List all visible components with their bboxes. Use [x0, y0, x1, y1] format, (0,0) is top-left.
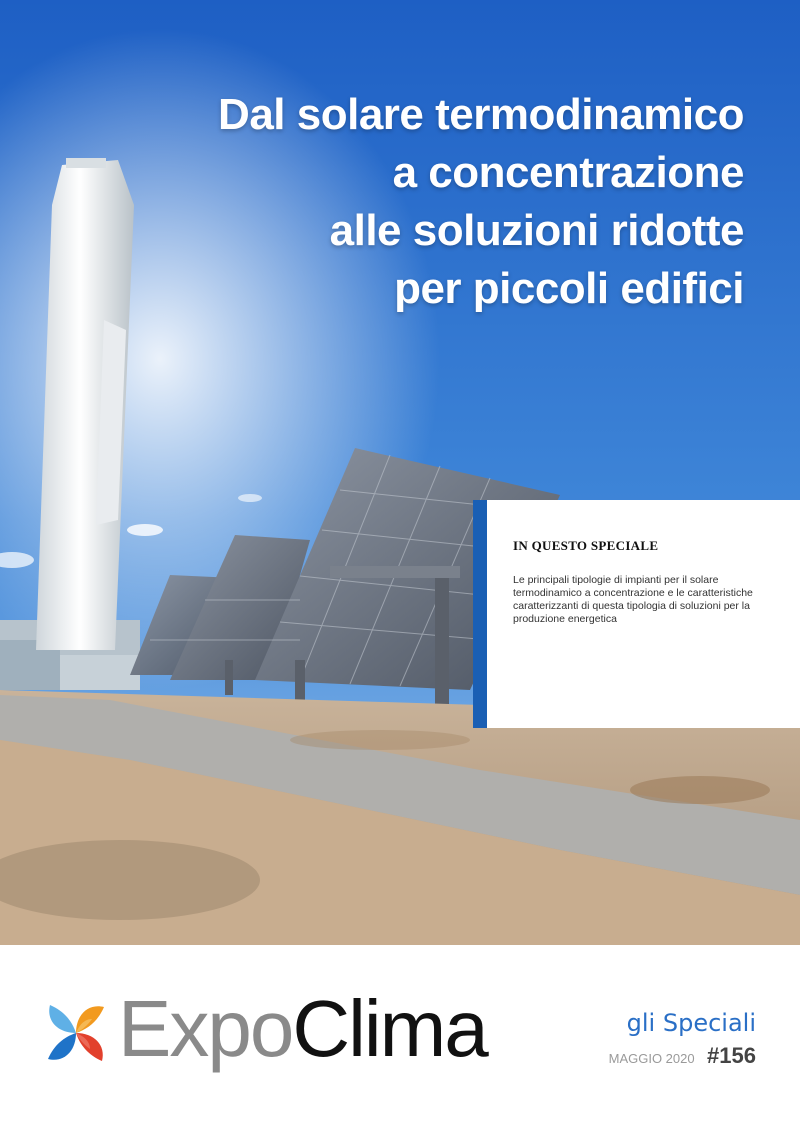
headline-line-4: per piccoli edifici — [394, 264, 744, 313]
accent-bar — [473, 500, 487, 728]
issue-date: MAGGIO 2020 — [608, 1051, 695, 1066]
wordmark-expo: Expo — [118, 984, 293, 1073]
expoclima-wordmark — [118, 979, 487, 1079]
headline-line-3: alle soluzioni ridotte — [329, 206, 744, 255]
series-name: gli Speciali — [626, 1009, 756, 1037]
headline-line-2: a concentrazione — [392, 148, 744, 197]
box-description: Le principali tipologie di impianti per il solare termodinamico a concentrazione e le caratteristiche caratterizzanti di questa tipologia di soluzioni per la produzione energetica — [513, 574, 753, 625]
pinwheel-logo-icon — [40, 997, 112, 1069]
wordmark-clima: Clima — [292, 984, 487, 1073]
issue-info — [609, 1043, 756, 1069]
box-heading: IN QUESTO SPECIALE — [513, 538, 659, 553]
issue-number: #156 — [707, 1043, 756, 1068]
in-this-issue-box — [473, 500, 800, 728]
headline-line-1: Dal solare termodinamico — [218, 90, 744, 139]
cover-footer — [0, 945, 800, 1123]
cover-headline — [44, 86, 744, 318]
